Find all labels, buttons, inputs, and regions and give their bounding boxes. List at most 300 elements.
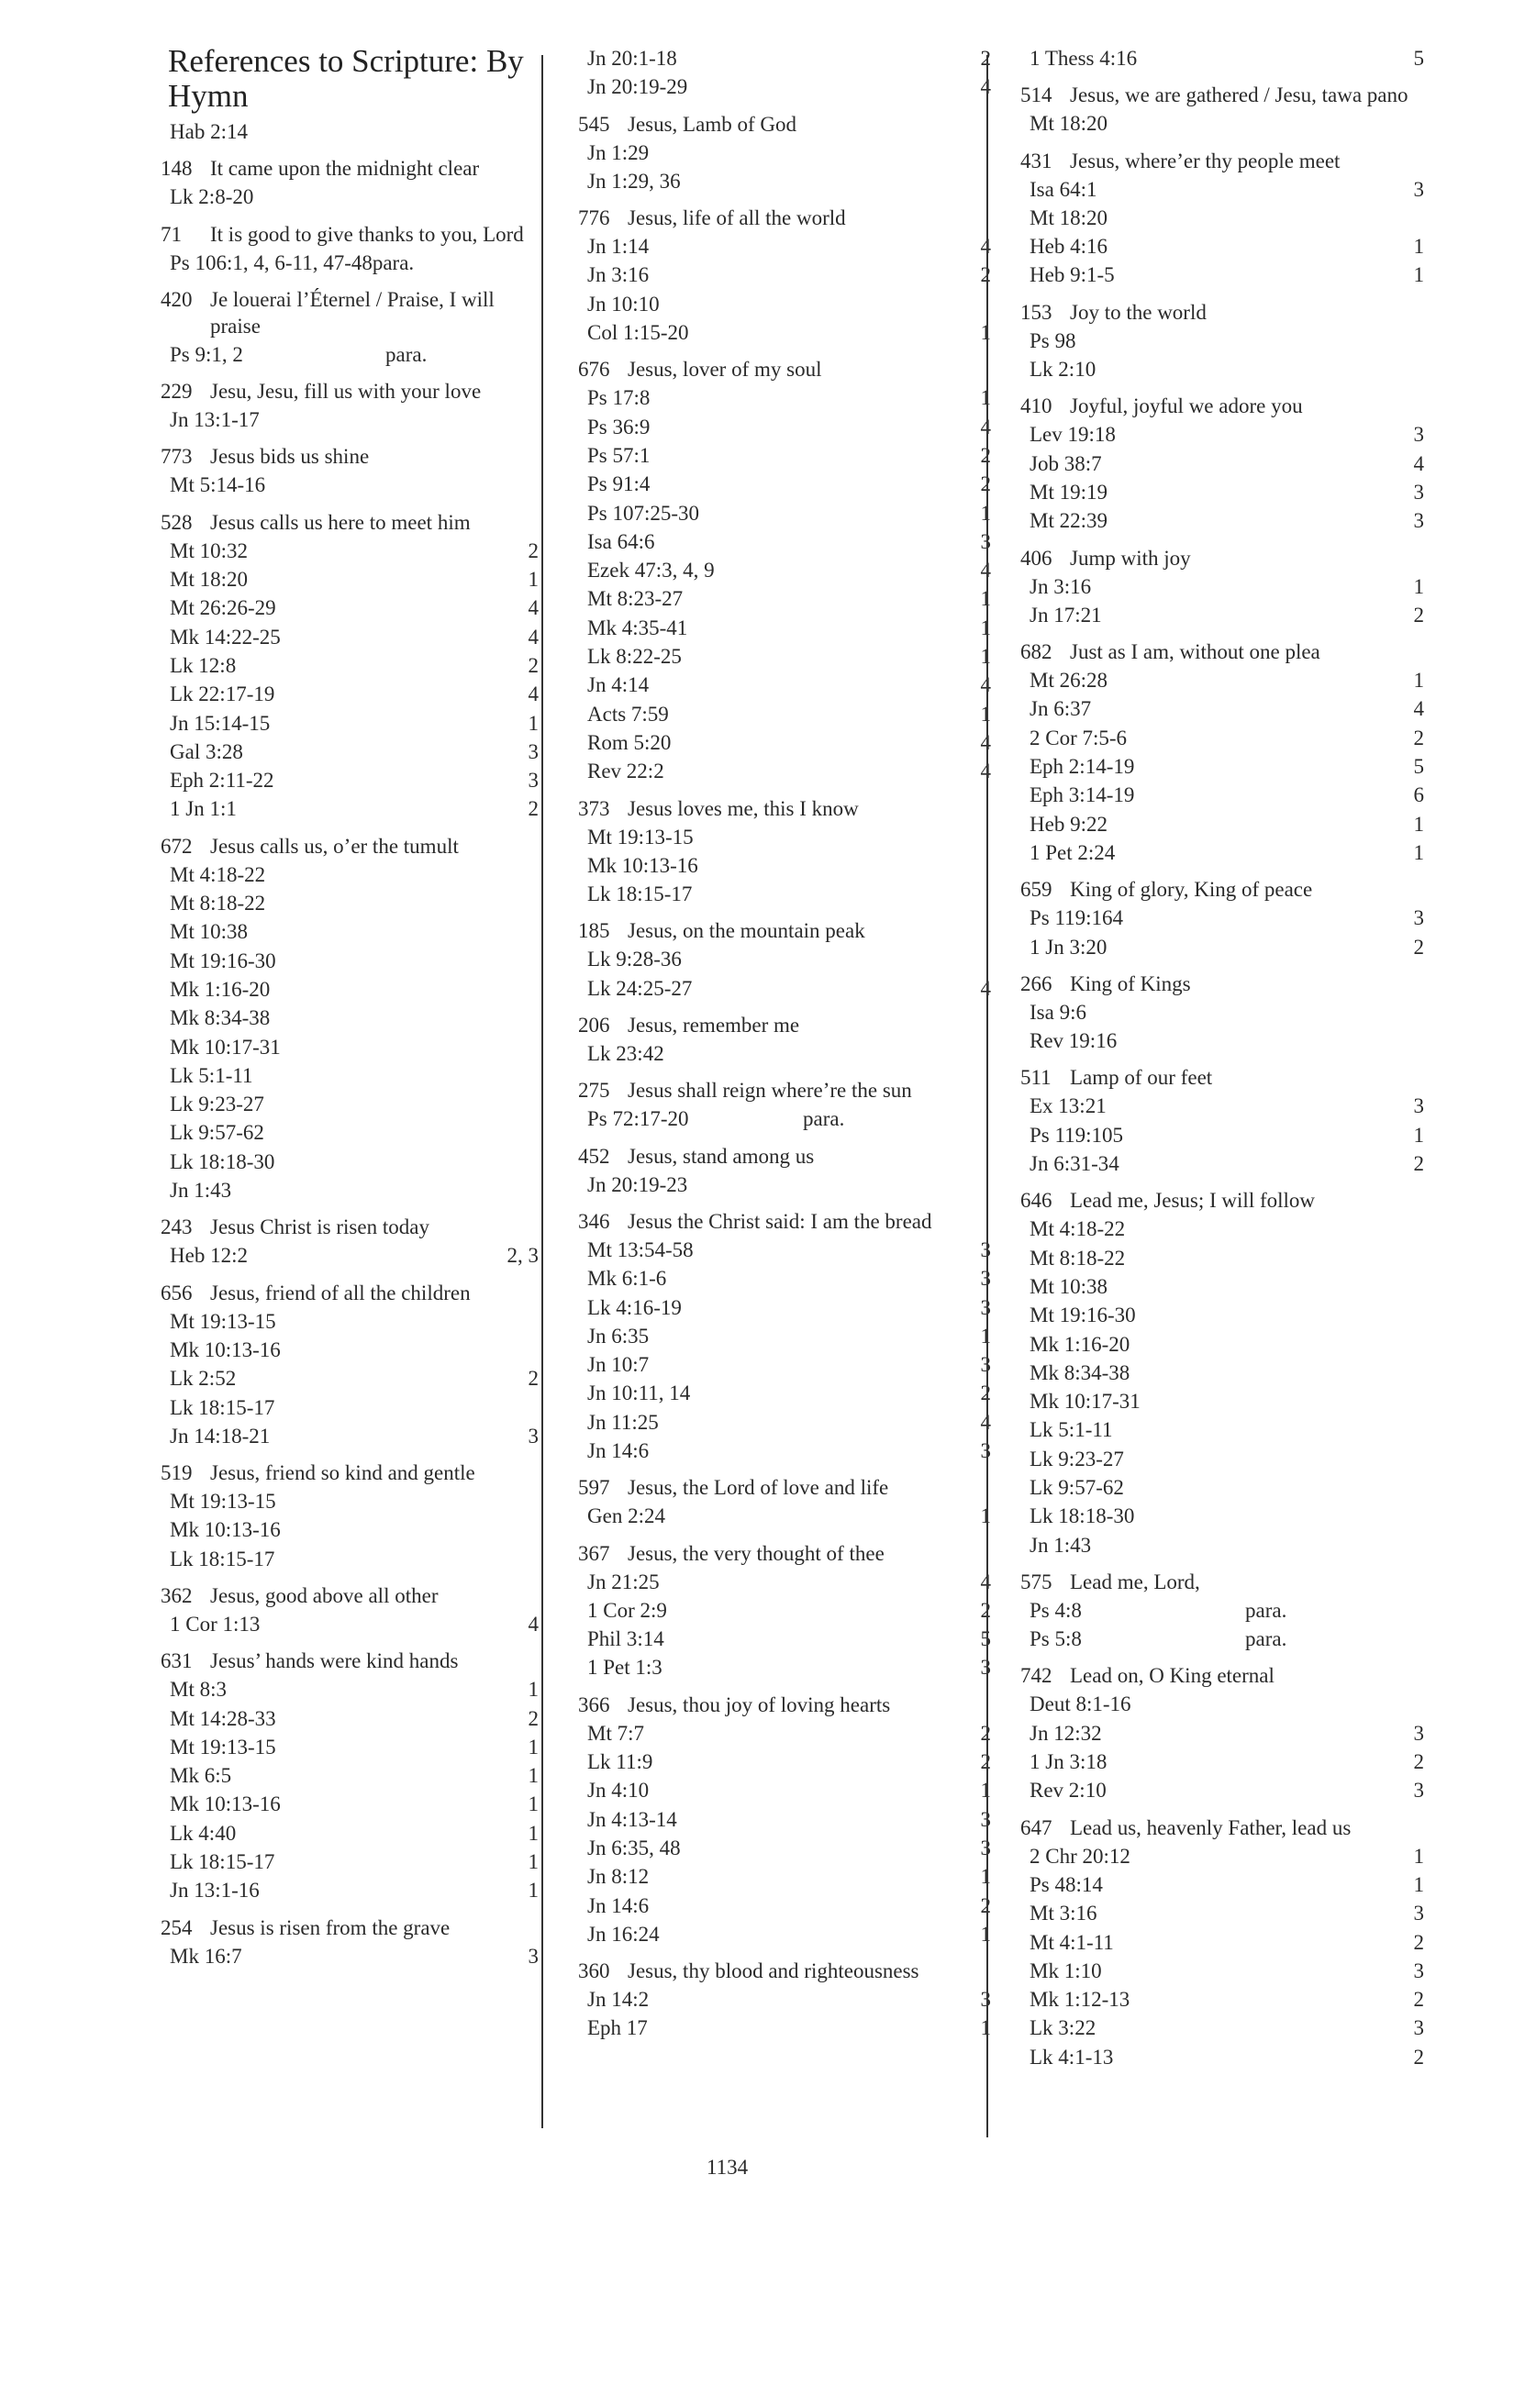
stanza-number: 2 [980, 472, 991, 496]
scripture-reference [161, 1422, 539, 1450]
reference-text: Lev 19:18 [1030, 423, 1116, 447]
hymn-number: 511 [1020, 1066, 1052, 1090]
scripture-reference [1020, 933, 1424, 961]
scripture-reference [161, 1819, 539, 1848]
reference-text: Ps 119:105 [1030, 1123, 1124, 1147]
reference-text: Jn 14:18-21 [170, 1424, 271, 1448]
reference-text: Mt 18:20 [1030, 205, 1108, 229]
scripture-reference [578, 1920, 991, 1948]
scripture-reference [1020, 327, 1424, 355]
stanza-number: 2, 3 [507, 1244, 539, 1268]
index-column-2 [578, 44, 991, 2052]
scripture-reference [578, 383, 991, 412]
scripture-reference [578, 700, 991, 728]
stanza-number: 3 [1413, 2016, 1424, 2040]
reference-text: Mt 5:14-16 [170, 473, 266, 497]
stanza-number: 4 [980, 976, 991, 1000]
stanza-number: 1 [528, 1879, 539, 1903]
hymn-heading [161, 1280, 539, 1306]
scripture-reference [578, 1776, 991, 1804]
reference-text: Jn 17:21 [1030, 603, 1102, 627]
reference-text: Ps 9:1, 2 [170, 342, 243, 366]
reference-text: Jn 20:1-18 [587, 47, 677, 70]
reference-text: Jn 14:6 [587, 1893, 650, 1917]
scripture-reference [161, 1848, 539, 1876]
stanza-number: 3 [528, 739, 539, 763]
hymn-number: 575 [1020, 1570, 1052, 1593]
stanza-number: 2 [980, 47, 991, 70]
reference-text: Mt 4:18-22 [1030, 1217, 1126, 1241]
hymn-number: 647 [1020, 1815, 1052, 1839]
scripture-reference [578, 1748, 991, 1776]
reference-text: Mt 8:23-27 [587, 587, 684, 611]
stanza-number: 2 [980, 1893, 991, 1917]
stanza-number: 2 [1413, 1750, 1424, 1774]
hymn-entry [161, 1914, 539, 1970]
reference-text: Heb 12:2 [170, 1244, 248, 1268]
scripture-reference [578, 1502, 991, 1530]
reference-text: 1 Thess 4:16 [1030, 47, 1138, 70]
scripture-reference [1020, 1842, 1424, 1870]
stanza-number: 1 [980, 587, 991, 611]
scripture-reference [161, 1545, 539, 1573]
hymn-entry [1020, 299, 1424, 384]
hymn-heading [1020, 638, 1424, 665]
hymn-entry [161, 443, 539, 499]
hymn-title: Je louerai l’Éternel / Praise, I will praise [210, 287, 495, 338]
scripture-reference [1020, 601, 1424, 629]
scripture-reference [1020, 1445, 1424, 1473]
reference-text: Isa 9:6 [1030, 1000, 1086, 1024]
scripture-reference [1020, 1330, 1424, 1359]
hymn-heading [1020, 971, 1424, 997]
stanza-number: 1 [528, 1735, 539, 1759]
hymn-heading [161, 509, 539, 536]
reference-text: Mk 8:34-38 [170, 1006, 271, 1030]
scripture-reference [578, 945, 991, 973]
stanza-number: 3 [1413, 1721, 1424, 1745]
hymn-heading [1020, 1569, 1424, 1595]
reference-text: Lk 18:18-30 [1030, 1504, 1135, 1528]
reference-text: Jn 3:16 [1030, 574, 1092, 598]
stanza-number: 3 [980, 1988, 991, 2012]
hymn-number: 71 [161, 222, 182, 246]
hymn-entry [161, 221, 539, 277]
hymn-title: Jesus bids us shine [210, 445, 370, 469]
scripture-reference [578, 880, 991, 908]
scripture-reference [161, 1364, 539, 1393]
hymn-heading [578, 795, 991, 822]
reference-text: Eph 3:14-19 [1030, 783, 1135, 807]
hymn-heading [578, 1012, 991, 1038]
reference-text: Lk 5:1-11 [1030, 1418, 1113, 1442]
scripture-reference [578, 527, 991, 556]
stanza-number: 3 [980, 1656, 991, 1680]
paraphrase-note: para. [385, 342, 428, 366]
stanza-number: 2 [1413, 1988, 1424, 2012]
hymn-title: Jesus, thou joy of loving hearts [628, 1692, 891, 1716]
reference-text: Mk 4:35-41 [587, 616, 688, 639]
hymn-entry [1020, 1662, 1424, 1804]
hymn-number: 773 [161, 445, 193, 469]
scripture-reference [1020, 781, 1424, 809]
reference-text: Lk 18:15-17 [170, 1850, 275, 1874]
reference-text: Jn 14:2 [587, 1988, 650, 2012]
reference-text: Gen 2:24 [587, 1504, 665, 1528]
hymn-entry [1020, 1814, 1424, 2071]
reference-text: Mk 8:34-38 [1030, 1360, 1130, 1384]
hymn-entry [1020, 1569, 1424, 1654]
stanza-number: 4 [980, 1570, 991, 1593]
hymn-heading [1020, 1662, 1424, 1689]
reference-text: Mt 19:13-15 [170, 1309, 276, 1333]
stanza-number: 5 [980, 1627, 991, 1651]
stanza-number: 1 [980, 1324, 991, 1348]
hymn-entry [1020, 545, 1424, 630]
reference-text: Mt 18:20 [170, 568, 248, 592]
hymn-entry [161, 1459, 539, 1573]
hymn-number: 346 [578, 1209, 610, 1233]
reference-text: Mk 1:16-20 [1030, 1332, 1130, 1356]
scripture-reference [1020, 109, 1424, 138]
scripture-reference [1020, 1870, 1424, 1899]
hymn-heading [161, 155, 539, 182]
reference-text: Lk 18:15-17 [170, 1395, 275, 1419]
hymn-entry [1020, 638, 1424, 867]
scripture-reference [1020, 449, 1424, 478]
reference-text: Mk 10:13-16 [587, 853, 698, 877]
scripture-reference [1020, 1748, 1424, 1776]
scripture-reference [578, 1039, 991, 1068]
hymn-number: 229 [161, 380, 193, 404]
stanza-number: 3 [528, 769, 539, 793]
hymn-number: 275 [578, 1079, 610, 1103]
stanza-number: 1 [1413, 1844, 1424, 1868]
scripture-reference [1020, 1957, 1424, 1985]
scripture-reference [161, 1942, 539, 1970]
reference-text: Mk 1:16-20 [170, 977, 271, 1001]
reference-text: 1 Jn 3:18 [1030, 1750, 1108, 1774]
reference-text: Lk 9:23-27 [1030, 1447, 1124, 1470]
hymn-title: Jesus, the Lord of love and life [628, 1476, 889, 1500]
hymn-number: 406 [1020, 546, 1052, 570]
reference-text: Mk 10:17-31 [1030, 1390, 1141, 1414]
reference-text: Lk 9:28-36 [587, 948, 682, 971]
reference-text: Job 38:7 [1030, 451, 1102, 475]
reference-text: Mt 14:28-33 [170, 1706, 276, 1730]
hymn-entry [161, 1280, 539, 1450]
hymn-entry [578, 1692, 991, 1948]
scripture-reference [1020, 1596, 1424, 1625]
scripture-reference [578, 232, 991, 261]
scripture-reference [578, 851, 991, 880]
hymn-entry [1020, 44, 1424, 72]
stanza-number: 6 [1413, 783, 1424, 807]
scripture-reference [161, 340, 539, 369]
scripture-reference [161, 1515, 539, 1544]
hymn-number: 452 [578, 1144, 610, 1168]
scripture-reference [578, 1437, 991, 1465]
scripture-reference [161, 249, 539, 277]
hymn-number: 631 [161, 1649, 193, 1673]
stanza-number: 2 [528, 1367, 539, 1391]
reference-text: Mt 19:13-15 [170, 1735, 276, 1759]
stanza-number: 3 [980, 1807, 991, 1831]
reference-text: Jn 10:7 [587, 1353, 650, 1377]
reference-text: Ps 98 [1030, 328, 1076, 352]
scripture-reference [1020, 998, 1424, 1026]
scripture-reference [1020, 1719, 1424, 1748]
reference-text: Ps 119:164 [1030, 906, 1124, 930]
stanza-number: 1 [980, 702, 991, 726]
scripture-reference [1020, 232, 1424, 261]
scripture-reference [578, 584, 991, 613]
scripture-reference [578, 556, 991, 584]
stanza-number: 3 [1413, 906, 1424, 930]
hymn-title: Jump with joy [1070, 546, 1191, 570]
scripture-reference [578, 290, 991, 318]
stanza-number: 2 [980, 443, 991, 467]
hymn-entry [161, 509, 539, 824]
scripture-reference [1020, 1026, 1424, 1055]
hymn-title: It is good to give thanks to you, Lord [210, 222, 524, 246]
reference-text: Mt 19:13-15 [587, 825, 694, 849]
reference-text: Rom 5:20 [587, 730, 672, 754]
scripture-reference [1020, 1272, 1424, 1301]
hymn-title: Joy to the world [1070, 300, 1207, 324]
hymn-title: Jesus the Christ said: I am the bread [628, 1209, 932, 1233]
scripture-reference [578, 1104, 991, 1133]
scripture-reference [578, 441, 991, 470]
hymn-heading [161, 1582, 539, 1609]
hymn-heading [578, 356, 991, 383]
scripture-reference [161, 623, 539, 651]
reference-text: Lk 11:9 [587, 1750, 653, 1774]
reference-text: Col 1:15-20 [587, 321, 689, 345]
scripture-reference [578, 1653, 991, 1681]
scripture-reference [161, 1307, 539, 1336]
hymn-entry [578, 1474, 991, 1530]
scripture-reference [1020, 44, 1424, 72]
scripture-reference [161, 1704, 539, 1733]
scripture-reference [578, 1596, 991, 1625]
reference-text: Lk 9:23-27 [170, 1093, 264, 1116]
reference-text: Jn 16:24 [587, 1922, 660, 1946]
stanza-number: 1 [980, 1779, 991, 1803]
stanza-number: 2 [980, 1721, 991, 1745]
scripture-reference [578, 44, 991, 72]
hymn-entry [578, 1208, 991, 1465]
hymn-title: Jesus calls us here to meet him [210, 510, 471, 534]
stanza-number: 1 [980, 501, 991, 525]
hymn-title: Jesus Christ is risen today [210, 1215, 429, 1239]
scripture-reference [578, 1892, 991, 1920]
reference-text: Jn 6:31-34 [1030, 1152, 1119, 1176]
stanza-number: 1 [1413, 840, 1424, 864]
scripture-reference [578, 1408, 991, 1437]
scripture-reference [1020, 1899, 1424, 1927]
scripture-reference [1020, 1215, 1424, 1243]
scripture-reference [161, 117, 539, 146]
hymn-number: 206 [578, 1014, 610, 1038]
scripture-reference [1020, 175, 1424, 204]
hymn-title: King of Kings [1070, 971, 1191, 995]
hymn-title: Jesus, thy blood and righteousness [628, 1959, 919, 1983]
hymn-number: 528 [161, 510, 193, 534]
hymn-title: King of glory, King of peace [1070, 878, 1313, 902]
hymn-heading [1020, 1064, 1424, 1091]
scripture-reference [161, 680, 539, 708]
reference-text: Jn 8:12 [587, 1865, 650, 1889]
hymn-heading [578, 1540, 991, 1567]
hymn-heading [578, 917, 991, 944]
hymn-entry [1020, 393, 1424, 535]
stanza-number: 2 [1413, 603, 1424, 627]
reference-text: Mk 1:10 [1030, 1959, 1102, 1982]
reference-text: Lk 18:18-30 [170, 1149, 275, 1173]
reference-text: Eph 2:14-19 [1030, 755, 1135, 779]
reference-text: Mk 10:13-16 [170, 1792, 281, 1816]
reference-text: Jn 10:11, 14 [587, 1382, 691, 1405]
hymn-entry [161, 378, 539, 434]
reference-text: Lk 4:40 [170, 1821, 237, 1845]
hymn-title: It came upon the midnight clear [210, 157, 480, 181]
scripture-reference [1020, 904, 1424, 932]
hymn-number: 597 [578, 1476, 610, 1500]
scripture-reference [578, 499, 991, 527]
hymn-heading [161, 221, 539, 248]
scripture-reference [1020, 1121, 1424, 1149]
hymn-heading [161, 1459, 539, 1486]
scripture-reference [161, 537, 539, 565]
reference-text: Lk 18:15-17 [170, 1547, 275, 1570]
scripture-reference [578, 1834, 991, 1862]
scripture-reference [161, 794, 539, 823]
scripture-reference [578, 72, 991, 101]
scripture-reference [1020, 478, 1424, 506]
hymn-title: Jesus, where’er thy people meet [1070, 149, 1341, 172]
reference-text: Isa 64:6 [587, 529, 655, 553]
scripture-reference [161, 1393, 539, 1422]
scripture-reference [578, 671, 991, 699]
scripture-reference [1020, 2043, 1424, 2071]
scripture-reference [578, 1985, 991, 2014]
stanza-number: 1 [1413, 574, 1424, 598]
scripture-reference [1020, 1387, 1424, 1415]
scripture-reference [161, 1336, 539, 1364]
hymn-entry [578, 1958, 991, 2043]
scripture-reference [1020, 506, 1424, 535]
stanza-number: 4 [1413, 451, 1424, 475]
hymn-heading [578, 1958, 991, 1984]
reference-text: 1 Cor 2:9 [587, 1598, 667, 1622]
reference-text: Mk 1:12-13 [1030, 1988, 1130, 2012]
reference-text: Lk 5:1-11 [170, 1063, 253, 1087]
reference-text: Deut 8:1-16 [1030, 1692, 1131, 1716]
reference-text: 2 Chr 20:12 [1030, 1844, 1130, 1868]
column-divider [986, 55, 988, 2137]
hymn-number: 153 [1020, 300, 1052, 324]
reference-text: Jn 21:25 [587, 1570, 660, 1593]
scripture-reference [161, 405, 539, 434]
hymn-title: Jesus, remember me [628, 1014, 800, 1038]
scripture-reference [1020, 1359, 1424, 1387]
hymn-number: 742 [1020, 1664, 1052, 1688]
scripture-reference [161, 651, 539, 680]
stanza-number: 4 [980, 235, 991, 259]
scripture-reference [1020, 1690, 1424, 1718]
scripture-reference [1020, 2014, 1424, 2042]
stanza-number: 2 [528, 1706, 539, 1730]
reference-text: Mt 8:18-22 [1030, 1246, 1126, 1270]
stanza-number: 2 [980, 1598, 991, 1622]
stanza-number: 4 [528, 682, 539, 706]
stanza-number: 1 [980, 1865, 991, 1889]
reference-text: Jn 1:14 [587, 235, 650, 259]
hymn-entry [578, 111, 991, 196]
reference-text: Ps 5:8 [1030, 1627, 1082, 1651]
hymn-number: 360 [578, 1959, 610, 1983]
reference-text: Ezek 47:3, 4, 9 [587, 559, 715, 583]
scripture-reference [161, 471, 539, 499]
scripture-reference [161, 1176, 539, 1204]
hymn-number: 254 [161, 1915, 193, 1939]
reference-text: Heb 4:16 [1030, 235, 1108, 259]
scripture-reference [578, 1625, 991, 1653]
hymn-number: 266 [1020, 971, 1052, 995]
reference-text: Jn 13:1-17 [170, 408, 260, 432]
reference-text: Lk 18:15-17 [587, 882, 693, 906]
hymn-title: Lead us, heavenly Father, lead us [1070, 1815, 1352, 1839]
reference-text: Jn 10:10 [587, 292, 660, 316]
scripture-reference [1020, 1985, 1424, 2014]
reference-text: Gal 3:28 [170, 739, 243, 763]
reference-text: Ps 72:17-20 [587, 1107, 689, 1131]
stanza-number: 1 [1413, 235, 1424, 259]
hymn-entry [1020, 971, 1424, 1056]
reference-text: Phil 3:14 [587, 1627, 664, 1651]
hymn-title: Jesus, life of all the world [628, 206, 846, 230]
scripture-reference [1020, 1502, 1424, 1530]
reference-text: 2 Cor 7:5-6 [1030, 726, 1128, 749]
hymn-title: Jesus calls us, o’er the tumult [210, 834, 459, 858]
hymn-number: 659 [1020, 878, 1052, 902]
stanza-number: 2 [1413, 1930, 1424, 1954]
reference-text: Mk 16:7 [170, 1944, 242, 1968]
hymn-number: 185 [578, 919, 610, 943]
stanza-number: 2 [528, 538, 539, 562]
reference-text: Mt 3:16 [1030, 1902, 1097, 1925]
reference-text: Heb 9:22 [1030, 812, 1108, 836]
scripture-reference [161, 947, 539, 975]
scripture-reference [161, 183, 539, 211]
scripture-reference [161, 1033, 539, 1061]
hymn-entry [161, 1648, 539, 1904]
scripture-reference [161, 1790, 539, 1818]
hymn-title: Jesu, Jesu, fill us with your love [210, 380, 482, 404]
hymn-entry [578, 205, 991, 347]
hymn-number: 656 [161, 1281, 193, 1304]
index-column-3 [1020, 44, 1424, 2081]
reference-text: Jn 20:19-23 [587, 1172, 688, 1196]
hymn-heading [578, 1692, 991, 1718]
stanza-number: 1 [980, 1922, 991, 1946]
stanza-number: 5 [1413, 47, 1424, 70]
stanza-number: 2 [528, 653, 539, 677]
scripture-reference [1020, 420, 1424, 449]
hymn-entry [161, 155, 539, 211]
scripture-reference [161, 565, 539, 594]
